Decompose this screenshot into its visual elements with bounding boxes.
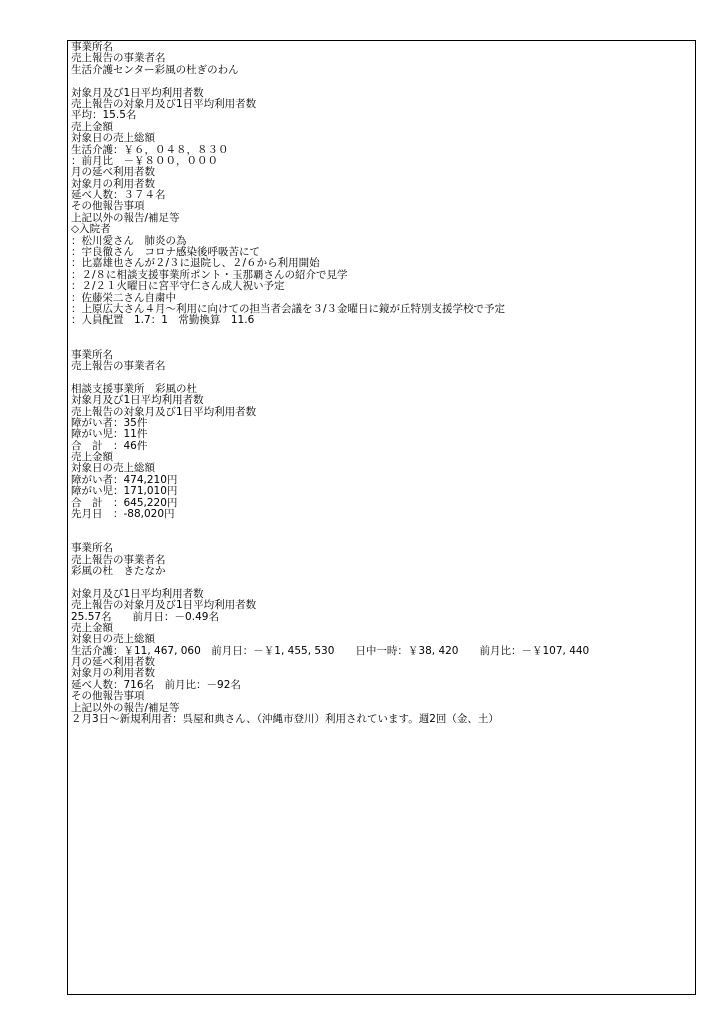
report-line: 売上金額 <box>71 451 113 464</box>
report-line: 売上報告の対象月及び1日平均利用者数 <box>71 97 257 110</box>
report-line: 障がい児：171,010円 <box>71 485 178 498</box>
report-line: ：佐藤栄二さん自粛中 <box>71 291 176 304</box>
report-line: 上記以外の報告/補足等 <box>71 701 180 714</box>
report-line: 事業所名 <box>71 41 113 53</box>
report-line: 対象月及び1日平均利用者数 <box>71 587 204 600</box>
report-line: ２月3日～新規利用者：呉屋和典さん、（沖縄市登川）利用されています。週2回（金、土） <box>71 713 499 726</box>
report-line: ：比嘉雄也さんが２/３に退院し、２/６から利用開始 <box>71 257 320 270</box>
report-line: 相談支援事業所 彩風の杜 <box>71 382 197 395</box>
report-line: 生活介護センター彩風の杜ぎのわん <box>71 63 239 76</box>
report-line: 生活介護：￥６，０４８，８３０ <box>71 143 229 156</box>
section-gap <box>71 338 691 349</box>
report-line: ：２/８に相談支援事業所ポント・玉那覇さんの紹介で見学 <box>71 268 348 281</box>
report-line: 延べ人数：３７４名 <box>71 189 166 202</box>
report-line: 合 計 ：46件 <box>71 439 148 452</box>
report-line: ：宇良徹さん コロナ感染後呼吸苦にて <box>71 246 260 259</box>
report-content <box>71 42 691 725</box>
section-gap <box>71 532 691 543</box>
report-line <box>71 76 691 87</box>
report-line: 平均：15.5名 <box>71 109 137 122</box>
report-line: ：前月比 －￥８００，０００ <box>71 154 218 167</box>
section-kitanaka <box>71 543 691 725</box>
report-line: 月の延べ利用者数 <box>71 656 155 669</box>
report-line: 対象日の売上総額 <box>71 633 155 646</box>
report-line: その他報告事項 <box>71 200 145 213</box>
report-line: 障がい者：35件 <box>71 416 148 429</box>
report-line: 上記以外の報告/補足等 <box>71 211 180 224</box>
section-gap <box>71 520 691 531</box>
report-line: 事業所名 <box>71 348 113 361</box>
report-line: 売上報告の事業者名 <box>71 52 166 65</box>
report-line: その他報告事項 <box>71 690 145 703</box>
section-seikatsu-kaigo <box>71 42 691 327</box>
section-gap <box>71 327 691 338</box>
report-line: 25.57名 前月日：－0.49名 <box>71 610 219 623</box>
report-line: 売上報告の対象月及び1日平均利用者数 <box>71 405 257 418</box>
report-line: 売上報告の事業者名 <box>71 553 166 566</box>
report-line: 売上金額 <box>71 621 113 634</box>
report-line: 生活介護：￥11, 467, 060 前月日：－￥1, 455, 530 日中一時：￥38, 420 前月比：－￥107, 440 <box>71 644 590 657</box>
report-line: 障がい児：11件 <box>71 428 148 441</box>
report-line: 対象日の売上総額 <box>71 462 155 475</box>
report-line: 対象月の利用者数 <box>71 667 155 680</box>
report-line: 売上金額 <box>71 120 113 133</box>
report-line: 先月日 ：-88,020円 <box>71 508 175 521</box>
report-line: 対象月の利用者数 <box>71 177 155 190</box>
report-line <box>71 372 691 383</box>
report-line: 対象月及び1日平均利用者数 <box>71 86 204 99</box>
report-line: 障がい者：474,210円 <box>71 473 178 486</box>
report-line: 売上報告の事業者名 <box>71 359 166 372</box>
report-line: ：松川愛さん 肺炎の為 <box>71 234 187 247</box>
report-line: ：２/２１火曜日に宮平守仁さん成人祝い予定 <box>71 280 285 293</box>
report-line: ：人員配置 1.7：1 常勤換算 11.6 <box>71 314 255 327</box>
report-line: 対象月及び1日平均利用者数 <box>71 394 204 407</box>
report-line: 彩風の杜 きたなか <box>71 564 166 577</box>
report-line: 延べ人数：716名 前月比：－92名 <box>71 678 241 691</box>
report-line: ◇入院者 <box>71 223 111 236</box>
report-line: 月の延べ利用者数 <box>71 166 155 179</box>
report-line: ：上原広大さん４月～利用に向けての担当者会議を３/３金曜日に鏡が丘特別支援学校で予定 <box>71 302 506 315</box>
report-line: 合 計 ：645,220円 <box>71 496 178 509</box>
report-line: 事業所名 <box>71 542 113 555</box>
report-line: 対象日の売上総額 <box>71 132 155 145</box>
report-line: 売上報告の対象月及び1日平均利用者数 <box>71 599 257 612</box>
section-soudan-shien <box>71 350 691 521</box>
